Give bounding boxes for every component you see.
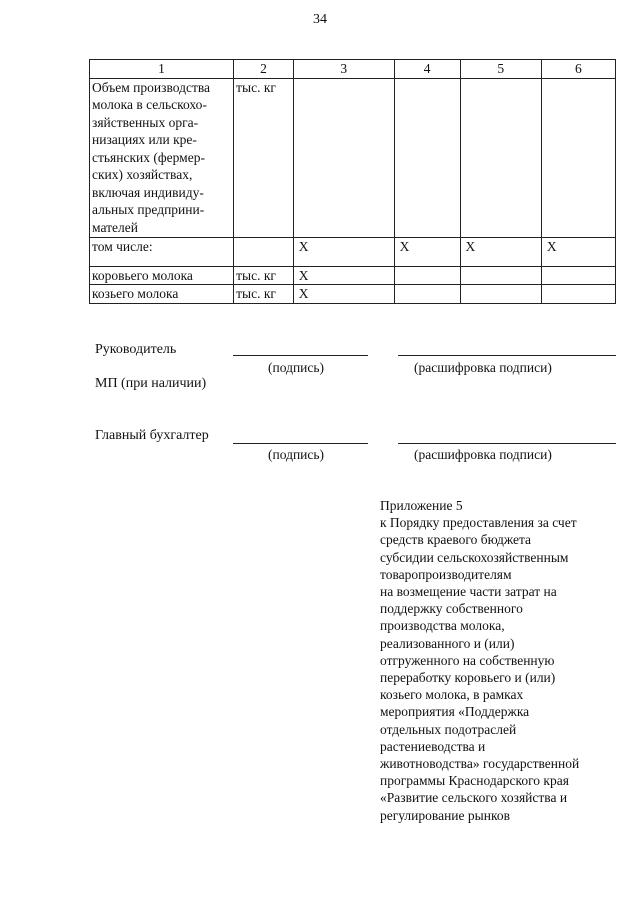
appendix-line: реализованного и (или) (380, 635, 515, 651)
row-label-line: низациях или кре- (92, 132, 197, 147)
appendix-line: мероприятия «Поддержка (380, 704, 530, 720)
appendix-line: субсидии сельскохозяйственным (380, 549, 569, 565)
unit-cell: тыс. кг (234, 285, 294, 304)
head-signature-line (233, 355, 368, 356)
table-row-total-production (90, 78, 616, 237)
row-label-line: альных предприни- (92, 202, 205, 217)
accountant-decoding-line (398, 443, 616, 444)
row-label-line: стьянских (фермер- (92, 149, 205, 165)
accountant-signature-line (233, 443, 368, 444)
unit-cell: тыс. кг (234, 266, 294, 285)
appendix-line: переработку коровьего и (или) (380, 670, 556, 686)
appendix-line: средств краевого бюджета (380, 532, 532, 548)
appendix-line: на возмещение части затрат на (380, 584, 557, 600)
appendix-line: животноводства» государственной (380, 756, 580, 772)
row-label-line: включая индивиду- (92, 184, 204, 200)
data-cell: X (293, 285, 394, 304)
signature-caption: (подпись) (268, 447, 325, 462)
data-cell: X (394, 237, 460, 266)
column-header: 1 (90, 60, 234, 79)
unit-cell: тыс. кг (234, 78, 294, 237)
row-label: коровьего молока (90, 266, 234, 285)
appendix-line: к Порядку предоставления за счет (380, 515, 577, 531)
data-cell (460, 285, 541, 304)
data-cell: X (460, 237, 541, 266)
column-header: 6 (541, 60, 615, 79)
signature-caption: (подпись) (268, 360, 325, 375)
table-header-row (90, 60, 616, 79)
appendix-line: козьего молока, в рамках (380, 687, 524, 703)
column-header: 3 (293, 60, 394, 79)
unit-cell (234, 237, 294, 266)
row-label: том числе: (90, 237, 234, 266)
appendix-line: растениеводства и (380, 738, 486, 754)
appendix-line: регулирование рынков (380, 807, 510, 823)
head-decoding-line (398, 355, 616, 356)
data-cell (541, 78, 615, 237)
appendix-line: производства молока, (380, 618, 505, 634)
appendix-line: «Развитие сельского хозяйства и (380, 790, 568, 806)
row-label: козьего молока (90, 285, 234, 304)
page-number: 34 (313, 12, 327, 27)
table-row-cow-milk (90, 266, 616, 285)
data-cell: X (541, 237, 615, 266)
table-row-including (90, 237, 616, 266)
data-cell (394, 266, 460, 285)
decoding-caption: (расшифровка подписи) (414, 360, 552, 375)
appendix-note (380, 497, 630, 824)
accountant-label: Главный бухгалтер (95, 428, 209, 443)
data-cell (541, 285, 615, 304)
data-cell: X (293, 266, 394, 285)
row-label-line: Объем производства (92, 79, 211, 95)
table-row-goat-milk (90, 285, 616, 304)
production-table (89, 59, 616, 304)
data-cell (460, 266, 541, 285)
data-cell (394, 285, 460, 304)
data-cell (394, 78, 460, 237)
head-label: Руководитель (95, 342, 177, 357)
column-header: 2 (234, 60, 294, 79)
decoding-caption: (расшифровка подписи) (414, 447, 552, 462)
data-cell (541, 266, 615, 285)
data-cell: X (293, 237, 394, 266)
appendix-line: товаропроизводителям (380, 566, 512, 582)
column-header: 4 (394, 60, 460, 79)
row-label-line: мателей (92, 219, 138, 235)
appendix-line: отгруженного на собственную (380, 652, 555, 668)
row-label (90, 78, 234, 237)
data-cell (293, 78, 394, 237)
appendix-line: Приложение 5 (380, 498, 463, 513)
row-label-line: молока в сельскохо- (92, 97, 207, 112)
appendix-line: отдельных подотраслей (380, 721, 517, 737)
row-label-line: зяйственных орга- (92, 114, 199, 130)
stamp-label: МП (при наличии) (95, 376, 207, 391)
appendix-line: поддержку собственного (380, 601, 523, 617)
appendix-line: программы Краснодарского края (380, 773, 569, 789)
column-header: 5 (460, 60, 541, 79)
data-cell (460, 78, 541, 237)
row-label-line: ских) хозяйствах, (92, 167, 193, 182)
